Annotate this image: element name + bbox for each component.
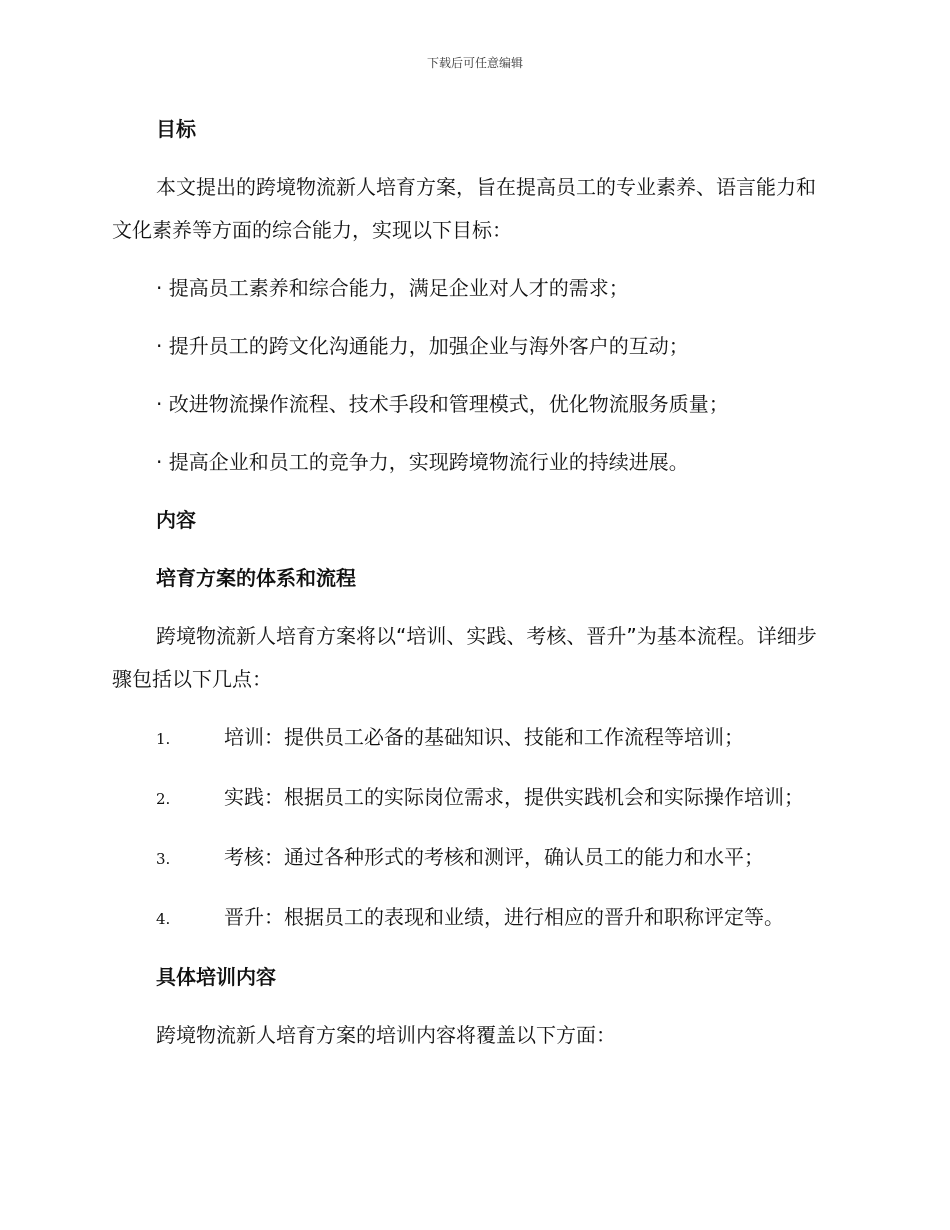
system-heading: 培育方案的体系和流程 [156,566,356,590]
system-intro-paragraph: 跨境物流新人培育方案将以“培训、实践、考核、晋升”为基本流程。详细步骤包括以下几点： [112,624,817,691]
step-item-2 [112,776,832,821]
content-heading: 内容 [156,508,196,532]
step-text: 晋升：根据员工的表现和业绩，进行相应的晋升和职称评定等。 [224,905,784,929]
step-text: 培训：提供员工必备的基础知识、技能和工作流程等培训； [224,725,744,749]
step-item-4 [112,896,832,941]
goal-bullet-3: · 改进物流操作流程、技术手段和管理模式，优化物流服务质量； [156,392,729,416]
training-heading: 具体培训内容 [156,965,276,989]
step-number: 3. [156,850,171,868]
goal-bullet-2: · 提升员工的跨文化沟通能力，加强企业与海外客户的互动； [156,334,689,358]
goal-bullet-4: · 提高企业和员工的竞争力，实现跨境物流行业的持续进展。 [156,450,689,474]
goal-heading: 目标 [156,117,196,141]
step-text: 实践：根据员工的实际岗位需求，提供实践机会和实际操作培训； [224,785,804,809]
header-note: 下载后可任意编辑 [426,56,523,70]
step-item-3 [112,836,832,881]
training-intro-paragraph: 跨境物流新人培育方案的培训内容将覆盖以下方面： [156,1023,616,1047]
step-number: 1. [156,730,171,748]
step-number: 4. [156,910,171,928]
step-text: 考核：通过各种形式的考核和测评，确认员工的能力和水平； [224,845,764,869]
goal-bullet-1: · 提高员工素养和综合能力，满足企业对人才的需求； [156,276,629,300]
document-body [112,108,832,1072]
step-number: 2. [156,790,171,808]
step-item-1 [112,716,832,761]
goal-intro-paragraph: 本文提出的跨境物流新人培育方案，旨在提高员工的专业素养、语言能力和文化素养等方面的综合能力，实现以下目标： [112,175,816,242]
